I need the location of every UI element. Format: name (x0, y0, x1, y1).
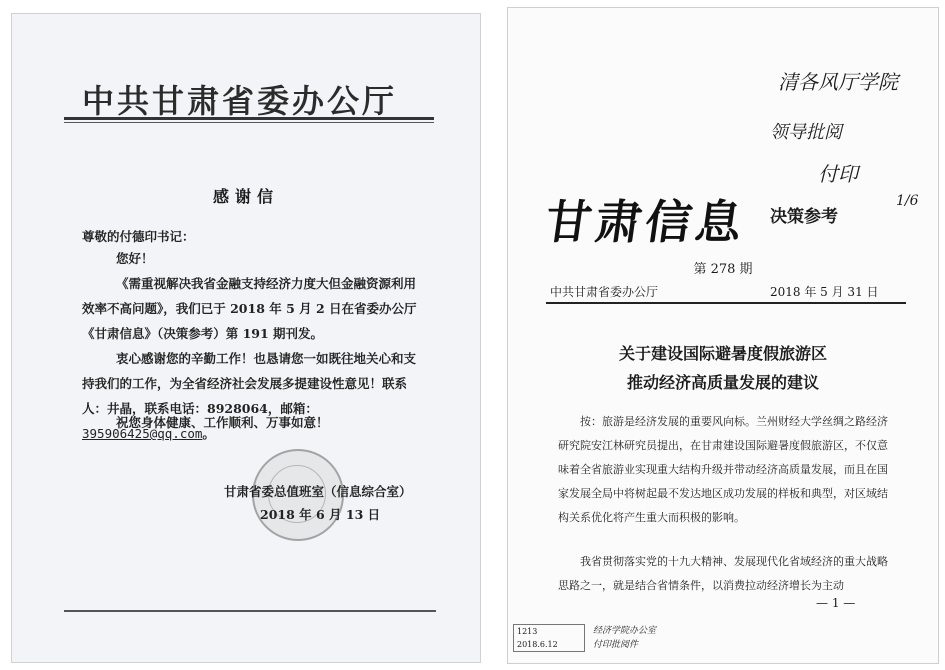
bulletin-issue-number: 第 278 期 (693, 262, 753, 277)
bulletin-date: 2018 年 5 月 31 日 (770, 285, 879, 299)
receipt-handwriting-line-2: 付印批阅件 (593, 640, 639, 650)
bulletin-page (508, 8, 938, 663)
letter-closing-wish: 祝您身体健康、工作顺利、万事如意！ (116, 415, 329, 430)
article-title-line-1: 关于建设国际避暑度假旅游区 (618, 344, 827, 363)
letter-body-end: 。 (202, 426, 215, 441)
page-number: — 1 — (816, 596, 856, 610)
header-rule-thick (64, 117, 434, 120)
letter-salutation: 尊敬的付德印书记： (82, 229, 195, 244)
footer-rule (64, 610, 436, 612)
receipt-annotation (513, 622, 733, 652)
letter-header: 中共甘肃省委办公厅 (82, 82, 398, 120)
handwritten-date: 1/6 (896, 193, 919, 209)
receipt-handwriting (593, 624, 656, 652)
article-title-line-2: 推动经济高质量发展的建议 (626, 373, 819, 392)
letter-greeting: 您好！ (116, 251, 154, 266)
handwritten-note-1: 清各风厅学院 (778, 70, 898, 94)
handwritten-note-2: 领导批阅 (770, 122, 842, 143)
thank-you-letter-page (12, 14, 480, 662)
bulletin-header-rule (546, 302, 906, 304)
bulletin-series-label: 决策参考 (770, 207, 838, 227)
receipt-stamp (513, 624, 585, 652)
article-editor-note: 按：旅游是经济发展的重要风向标。兰州财经大学丝绸之路经济研究院安江林研究员提出，在甘肃建设国际避暑度假旅游区，不仅意味着全省旅游业实现重大结构升级并带动经济高质量发展，而且在国家发展全局中将树起最不发达地区成功发展的样板和典型，对区域结构关系优化将产生重大而积极的影响。 (558, 415, 888, 524)
receipt-stamp-number: 1213 (517, 627, 538, 636)
letter-signature: 甘肃省委总值班室（信息综合室） (224, 484, 412, 499)
letter-body-paragraph-1: 《需重视解决我省金融支持经济力度大但金融资源利用效率不高问题》，我们已于 2018 年 5 月 2 日在省委办公厅《甘肃信息》（决策参考）第 191 期刊发。 (82, 276, 417, 341)
receipt-stamp-date: 2018.6.12 (517, 640, 558, 649)
letter-date: 2018 年 6 月 13 日 (260, 507, 381, 522)
contact-email: 395906425@qq.com (82, 426, 203, 441)
letter-body-text: 衷心感谢您的辛勤工作！也恳请您一如既往地关心和支持我们的工作，为全省经济社会发展多提建设性意见！联系人：井晶，联系电话：8928064，邮箱： (82, 351, 417, 416)
bulletin-publisher: 中共甘肃省委办公厅 (550, 285, 659, 299)
article-body-paragraph: 我省贯彻落实党的十九大精神、发展现代化省域经济的重大战略思路之一，就是结合省情条件，以消费拉动经济增长为主动 (558, 555, 888, 592)
bulletin-calligraphy-title: 甘肃信息 (541, 195, 750, 249)
header-rule-thin (64, 122, 434, 123)
letter-title: 感谢信 (212, 187, 279, 206)
handwritten-signature: 付印 (818, 162, 858, 186)
receipt-handwriting-line-1: 经济学院办公室 (593, 626, 657, 636)
